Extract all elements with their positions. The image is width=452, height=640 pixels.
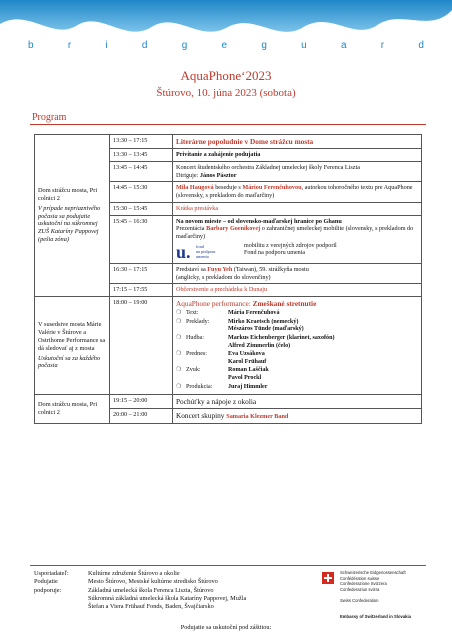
brand-letter: r [380, 40, 385, 51]
fund-logo-text [196, 245, 244, 260]
event-cell: Literárne popoludnie v Dome strážcu mosta [173, 135, 422, 149]
brand-letter: r [67, 40, 72, 51]
bullet-icon: ❍ [176, 367, 182, 374]
brand-wordmark [0, 40, 452, 51]
event-text: , autorkou tohoročného textu pre AquaPhone (slovensky, s prekladom do maďarčiny) [176, 184, 413, 200]
event-text: Koncert študentského orchestra Základnej umeleckej školy Ferenca Liszta [176, 163, 361, 171]
time-cell: 15:30 – 15:45 [110, 202, 173, 215]
time-cell: 13:30 – 13:45 [110, 149, 173, 162]
event-cell [173, 409, 422, 424]
credit-row [176, 319, 337, 335]
footer-text: Mesto Štúrovo, Mestské kultúrne stredisko Štúrovo [88, 578, 218, 586]
venue-name: Dom strážcu mosta, Pri colnici 2 [38, 187, 98, 202]
credit-names [228, 367, 337, 383]
event-title: AquaPhone performance: [176, 299, 253, 309]
band-name: Samaria Klezmer Band [226, 413, 289, 421]
brand-letter: u [301, 40, 307, 51]
credits-list [176, 310, 337, 392]
brand-letter: a [340, 40, 347, 51]
page-title: AquaPhone‘2023 [180, 68, 272, 83]
credit-row [176, 351, 337, 367]
event-title: Na novom mieste – od slovensko-maďarskej hranice po Ghanu [176, 217, 342, 225]
bullet-icon: ❍ [176, 318, 182, 325]
time-cell: 15:45 – 16:30 [110, 215, 173, 263]
credit-role: Hudba: [186, 335, 204, 342]
event-cell [173, 297, 422, 395]
page-subtitle: Štúrovo, 10. júna 2023 (sobota) [156, 87, 296, 99]
bullet-icon: ❍ [176, 383, 182, 390]
credit-name: Roman Laščiak [228, 367, 269, 374]
credit-names [228, 335, 337, 351]
credit-role: Text: [186, 310, 199, 317]
fund-description [244, 243, 337, 258]
credit-name: Juraj Himmler [228, 383, 268, 390]
footer-label: Usporiadateľ: [34, 570, 69, 577]
credit-names [228, 319, 337, 335]
event-text: Predstaví sa [176, 265, 208, 273]
person-name: Fuyu Yeh [207, 265, 233, 273]
credit-row [176, 335, 337, 351]
bullet-icon: ❍ [176, 351, 182, 358]
venue-name: Dom strážcu mosta, Pri colnici 2 [38, 401, 98, 417]
time-cell: 13:30 – 17:15 [110, 135, 173, 149]
swiss-line: Schweizerische Eidgenossenschaft [340, 570, 406, 575]
venue-name: V susedstve mosta Márie Valérie v Štúrove a Ostrihome Performance sa dá sledovať aj z mosta [38, 321, 106, 352]
event-cell: Privítanie a zahájenie podujatia [173, 149, 422, 162]
credit-name: Eva Uzsákova [228, 351, 265, 358]
event-title: Zmeškané stretnutie [252, 299, 317, 309]
fund-logo: u. [176, 241, 191, 262]
time-cell: 14:45 – 15:30 [110, 182, 173, 203]
person-name: Máriou Ferenčuhovou [242, 184, 302, 192]
event-cell [173, 263, 422, 284]
swiss-lines [340, 570, 436, 593]
credit-names [228, 384, 337, 393]
time-cell: 16:30 – 17:15 [110, 263, 173, 284]
patronage-note: Podujatie sa uskutoční pod záštitou: [180, 624, 272, 631]
credit-name: Mária Ferenčuhová [228, 310, 280, 317]
swiss-flag-icon [322, 572, 334, 584]
swiss-line: Confederaziun svizra [340, 587, 380, 593]
credit-role: Produkcia: [186, 383, 213, 390]
credit-row [176, 310, 337, 319]
credit-role: Zvuk: [186, 367, 201, 374]
event-cell: Krátka prestávka [173, 202, 422, 215]
bullet-icon: ❍ [176, 335, 182, 342]
time-cell: 17:15 – 17:55 [110, 284, 173, 297]
credit-name: Pavol Prockl [228, 375, 262, 382]
footer-text: Kultúrne združenie Štúrovo a okolie [88, 570, 180, 577]
embassy-name: Embassy of Switzerland in Slovakia [340, 614, 411, 619]
table-row [35, 297, 422, 395]
brand-letter: i [105, 40, 108, 51]
venue-cell [35, 135, 110, 297]
person-name: Barbary Goenikovej [206, 225, 261, 233]
event-cell: Pochúťky a nápoje z okolia [173, 395, 422, 409]
credit-names [228, 351, 337, 367]
credit-role: Prednes: [186, 351, 207, 358]
brand-letter: b [28, 40, 34, 51]
event-text: mobilitu z verejných zdrojov podporil [244, 242, 337, 249]
brand-letter: e [221, 40, 228, 51]
venue-cell [35, 297, 110, 395]
event-cell [173, 215, 422, 263]
brand-letter: d [418, 40, 424, 51]
credit-name: Alfred Zimmerlin (čelo) [228, 342, 291, 349]
credit-name: Markus Eichenberger (klarinet, saxofón) [228, 335, 335, 342]
footer-text: Základná umelecká škola Ferenca Liszta, Štúrovo [88, 586, 214, 594]
event-text: (Taiwan), 59. strážkyňa mostu [232, 265, 309, 273]
time-cell: 13:45 – 14:45 [110, 161, 173, 182]
credit-role: Preklady: [186, 318, 210, 325]
venue-cell [35, 395, 110, 424]
credit-row [176, 367, 337, 383]
logo-line: na podporu [196, 248, 216, 254]
brand-letter: d [141, 40, 148, 51]
venue-note: V prípade nepriaznivého počasia sa podujatie uskutoční na súkromnej ZUŠ Kataríny Pappovej (pešia zóna) [38, 204, 101, 244]
fund-logo-row [176, 243, 418, 261]
schedule-table [34, 134, 422, 424]
logo-line: fond [196, 243, 204, 249]
footer-label: podporuje: [34, 586, 62, 594]
conductor-name: János Pásztor [199, 171, 237, 179]
credit-name: Mészáros Tünde (maďarský) [228, 326, 304, 333]
swiss-line: Confederazione Svizzera [340, 581, 387, 587]
footer-text: Súkromná základná umelecká škola Kataríny Pappovej, Mužla [88, 594, 247, 602]
credit-row [176, 384, 337, 393]
person-name: Mila Haugová [176, 184, 214, 192]
brand-letter: g [261, 40, 267, 51]
footer-credits [34, 570, 246, 611]
footer-label: Podujatie [34, 578, 58, 586]
event-text: Prezentácia [176, 225, 207, 233]
section-heading: Program [32, 112, 67, 123]
swiss-line: Confédération suisse [340, 575, 380, 581]
credit-names [228, 310, 337, 319]
swiss-confederation: Swiss Confederation [340, 598, 379, 603]
event-text: Fond na podporu umenia [244, 250, 306, 257]
venue-note: Uskutoční sa za každého počasia [38, 354, 101, 370]
wave-header-graphic [0, 0, 452, 44]
event-text: Diriguje: [176, 171, 200, 179]
time-cell: 19:15 – 20:00 [110, 395, 173, 409]
time-cell: 18:00 – 19:00 [110, 297, 173, 395]
logo-line: umenia [196, 253, 209, 259]
time-cell: 20:00 – 21:00 [110, 409, 173, 424]
event-cell: Občerstvenie a prechádzka k Dunaju [173, 284, 422, 297]
event-text: beseduje s [213, 184, 243, 192]
brand-letter: g [181, 40, 188, 51]
table-row [35, 135, 422, 149]
divider [30, 565, 426, 566]
credit-name: Karol Frühauf [228, 358, 267, 365]
event-cell [173, 161, 422, 182]
credit-name: Mirko Kraetsch (nemecký) [228, 318, 299, 325]
event-text: o zahraničnej umeleckej mobilite (slovensky, s prekladom do maďarčiny) [176, 225, 414, 241]
bullet-icon: ❍ [176, 310, 182, 317]
divider [30, 124, 426, 125]
event-cell [173, 182, 422, 203]
event-text: (anglicky, s prekladom do slovenčiny) [176, 273, 271, 281]
table-row [35, 395, 422, 409]
footer-text: Štefan a Viera Frühauf Fonds, Baden, Švajčiarsko [88, 603, 214, 611]
event-text: Koncert skupiny [176, 411, 227, 421]
